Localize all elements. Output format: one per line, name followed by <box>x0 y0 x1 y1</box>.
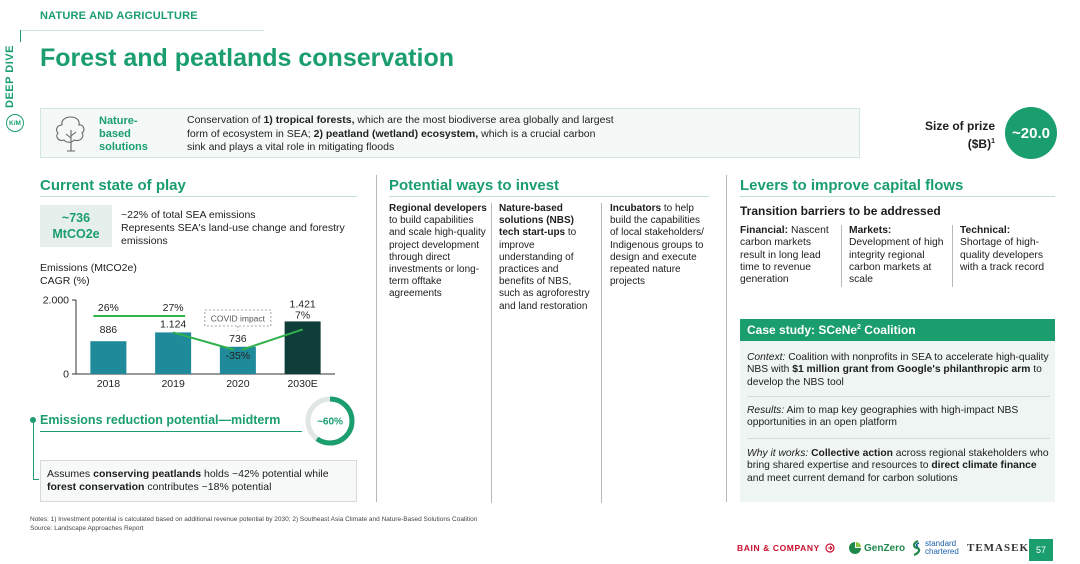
prize-label-text: Size of prize <box>924 119 995 133</box>
invest-item-3 <box>610 203 710 288</box>
stat-value: ~736 <box>61 211 91 225</box>
x-tick-label: 2019 <box>161 378 185 390</box>
stat-unit: MtCO2e <box>52 227 100 241</box>
barrier-markets <box>849 225 949 286</box>
stat-line-2: Represents SEA's land-use change and forestry emissions <box>121 222 345 247</box>
stat-box <box>40 205 112 247</box>
intro-text <box>187 114 617 155</box>
bain-logo-text: BAIN & COMPANY <box>737 543 820 553</box>
value-label: 736 <box>229 332 247 345</box>
text-run: to improve understanding of practices and benefits of NBS, such as agroforestry and land restoration <box>499 227 590 312</box>
page-number: 57 <box>1029 539 1053 561</box>
y-tick-label: 2.000 <box>42 294 69 307</box>
italic-label: Results: <box>747 405 785 416</box>
case-context <box>747 352 1050 389</box>
bar <box>90 341 126 374</box>
bold-text: Nature-based solutions (NBS) tech start-ups <box>499 203 574 239</box>
italic-label: Context: <box>747 352 786 363</box>
text-run: Assumes <box>47 468 94 480</box>
case-title-suffix: Coalition <box>860 323 916 337</box>
y-tick-label: 0 <box>63 368 69 381</box>
text-run: contributes ~18% potential <box>144 481 272 493</box>
text-run: Conservation of <box>187 114 264 126</box>
reduction-value: ~60% <box>317 416 343 428</box>
emissions-reduction-heading: Emissions reduction potential—midterm <box>40 413 281 427</box>
nbs-label: Nature-based solutions <box>99 115 148 153</box>
barrier-divider <box>841 225 842 287</box>
standard-chartered-logo <box>910 536 959 560</box>
sc-logo-line2: chartered <box>925 547 959 556</box>
prize-unit: ($B) <box>967 137 992 151</box>
assumption-text <box>47 468 353 494</box>
bar <box>285 321 321 374</box>
invest-divider <box>601 203 602 503</box>
bold-text: Collective action <box>811 448 893 459</box>
genzero-logo <box>848 536 905 560</box>
notes-text: Notes: 1) Investment potential is calculated based on additional revenue potential by 2030; 2) Southeast Asia Climate and Nature-Based Solutions Coalition <box>30 516 478 523</box>
invest-item-2 <box>499 203 594 313</box>
stat-description <box>121 209 351 248</box>
prize-label <box>900 119 995 152</box>
bain-logo <box>737 536 835 560</box>
state-heading-rule <box>40 196 357 197</box>
column-divider <box>726 175 727 502</box>
covid-impact-label: COVID impact <box>210 313 266 324</box>
bracket-connector <box>33 423 39 480</box>
bold-text: $1 million grant from Google's philanthropic arm <box>792 364 1031 376</box>
prize-footnote: 1 <box>991 138 995 145</box>
bold-text: 1) tropical forests, <box>263 114 355 126</box>
deep-dive-label: DEEP DIVE <box>4 45 16 108</box>
bar <box>155 332 191 374</box>
barrier-financial <box>740 225 838 286</box>
barrier-title: Technical: <box>960 225 1011 236</box>
emissions-heading-rule <box>40 431 302 432</box>
text-run: Aim to map key geographies with high-impact NBS opportunities in an open platform <box>747 405 1019 429</box>
series-label: Emissions (MtCO2e) <box>40 262 137 274</box>
bold-text: conserving peatlands <box>93 468 202 480</box>
text-run: to develop the NBS tool <box>747 364 1042 388</box>
case-title-text: Case study: SCeNe <box>747 323 858 337</box>
page-title: Forest and peatlands conservation <box>40 44 454 72</box>
invest-divider <box>491 203 492 503</box>
invest-heading-rule <box>389 196 709 197</box>
cagr-label: 26% <box>97 302 119 314</box>
text-run: which are the most biodiverse area globally and largest form of ecosystem in SEA; <box>187 114 614 140</box>
source-text: Source: Landscape Approaches Report <box>30 524 144 532</box>
temasek-logo: TEMASEK <box>967 542 1030 554</box>
bain-mark-icon <box>825 543 835 553</box>
italic-label: Why it works: <box>747 448 809 459</box>
text-run: to build capabilities and scale high-quality project development through direct investments or long-term offtake agreements <box>389 215 486 300</box>
footnotes <box>30 516 477 533</box>
section-divider-tick <box>20 30 21 42</box>
emissions-chart <box>30 290 360 398</box>
bold-text: Regional developers <box>389 203 487 214</box>
case-separator <box>747 396 1050 397</box>
barrier-text: Development of high integrity regional carbon markets at scale <box>849 237 944 286</box>
x-tick-label: 2018 <box>96 378 121 390</box>
x-tick-label: 2030E <box>287 378 318 390</box>
cagr-label: 7% <box>295 309 311 322</box>
case-study-title <box>740 319 1055 341</box>
invest-heading: Potential ways to invest <box>389 177 560 194</box>
barriers-subheading: Transition barriers to be addressed <box>740 204 941 218</box>
case-why <box>747 448 1050 485</box>
genzero-mark-icon <box>848 541 862 555</box>
stat-line-1: ~22% of total SEA emissions <box>121 209 256 221</box>
barrier-text: Nascent carbon markets result in long lead time to revenue generation <box>740 225 829 286</box>
column-divider <box>376 175 377 502</box>
barrier-text: Shortage of high-quality developers with a track record <box>960 237 1045 273</box>
text-run: holds ~42% potential while <box>201 468 329 480</box>
prize-value: ~20.0 <box>1005 107 1057 159</box>
barrier-title: Financial: <box>740 225 789 236</box>
text-run: to help build the capabilities of local stakeholders/ Indigenous groups to design and execute repeated nature projects <box>610 203 704 288</box>
x-tick-label: 2020 <box>226 378 250 390</box>
sc-logo-line1: standard <box>925 539 957 548</box>
text-run: across regional stakeholders who bring shared expertise and resources to <box>747 448 1049 472</box>
bold-text: direct climate finance <box>931 460 1037 472</box>
value-label: 1.124 <box>159 318 187 331</box>
section-divider <box>20 30 264 31</box>
km-badge: K/M <box>6 114 24 132</box>
bold-text: 2) peatland (wetland) ecosystem, <box>313 127 479 140</box>
barrier-technical <box>960 225 1058 274</box>
text-run: Coalition with nonprofits in SEA to accelerate high-quality NBS with <box>747 352 1049 376</box>
barrier-divider <box>952 225 953 287</box>
cagr-label: CAGR (%) <box>40 275 90 287</box>
cagr-label: 27% <box>162 302 184 314</box>
text-run: which is a crucial carbon sink and plays a vital role in mitigating floods <box>187 127 596 153</box>
levers-heading: Levers to improve capital flows <box>740 177 964 194</box>
bold-text: Incubators <box>610 203 662 214</box>
case-title-footnote: 2 <box>857 324 861 331</box>
levers-heading-rule <box>740 196 1055 197</box>
value-label: 886 <box>99 324 118 337</box>
genzero-logo-text: GenZero <box>864 542 906 554</box>
state-heading: Current state of play <box>40 177 186 194</box>
value-label: 1.421 <box>289 298 316 311</box>
reduction-donut <box>303 394 357 448</box>
case-results <box>747 405 1050 430</box>
bold-text: forest conservation <box>47 481 145 493</box>
section-tag: NATURE AND AGRICULTURE <box>40 10 198 22</box>
text-run: and meet current demand for carbon solutions <box>747 472 958 484</box>
tree-icon <box>50 112 92 154</box>
case-separator <box>747 438 1050 439</box>
barrier-title: Markets: <box>849 225 892 236</box>
invest-item-1 <box>389 203 487 301</box>
sc-mark-icon <box>910 540 922 556</box>
cagr-label: -35% <box>225 349 251 362</box>
